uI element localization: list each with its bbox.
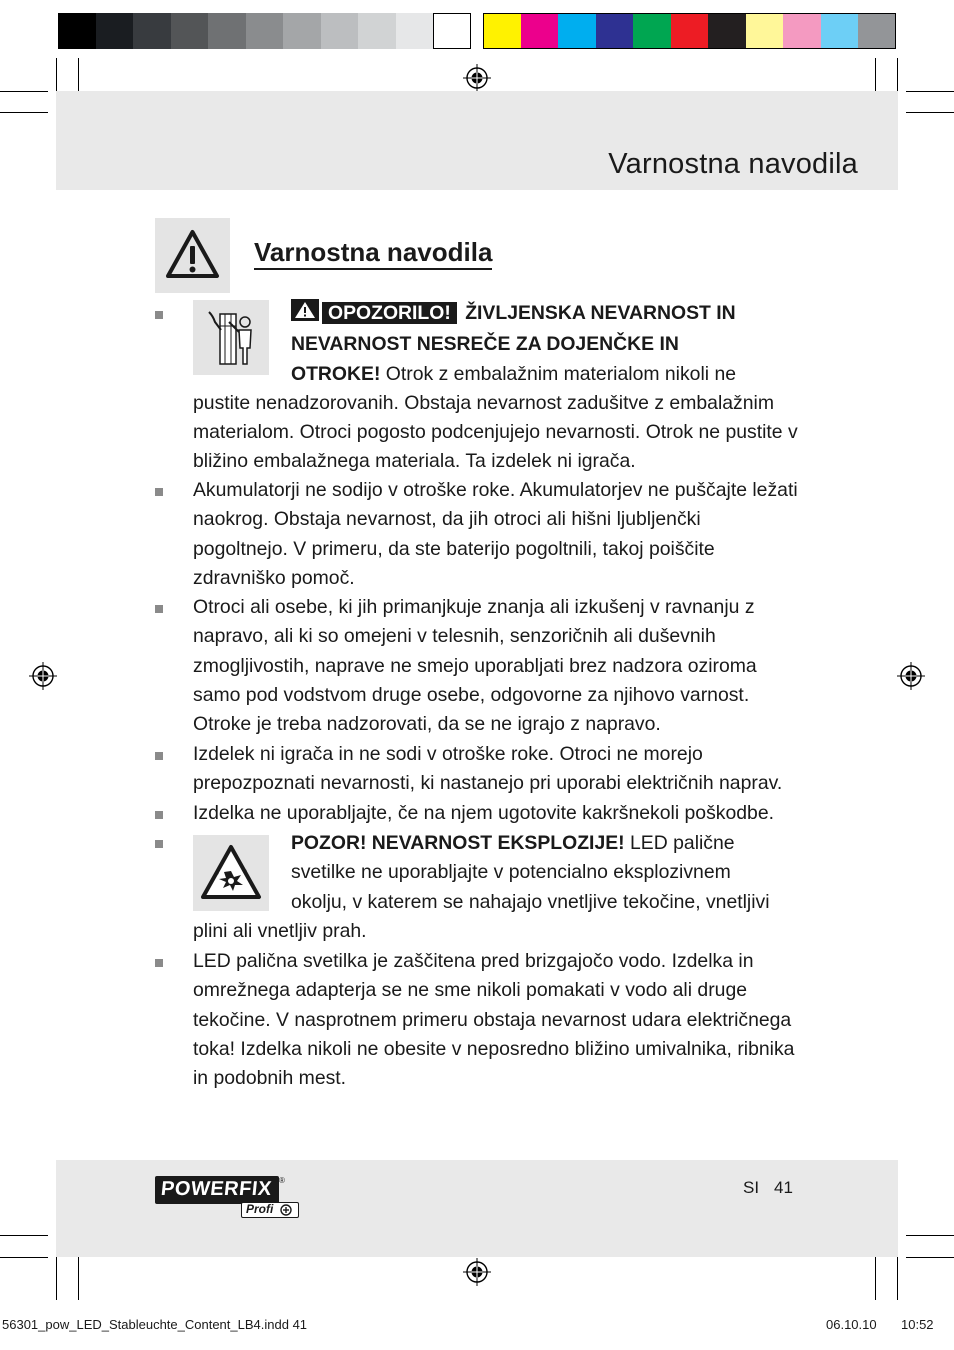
crop-mark: [906, 1235, 954, 1236]
logo-subtext: Profi: [246, 1202, 274, 1216]
gray-swatch: [133, 13, 171, 49]
slug-time: 10:52: [901, 1317, 934, 1332]
warning-lead: ŽIVLJENSKA NEVARNOST IN: [465, 302, 736, 324]
gray-swatch: [171, 13, 209, 49]
crop-mark: [0, 91, 48, 92]
item-text: LED palične: [624, 832, 735, 854]
powerfix-logo: POWERFIX ® Profi: [155, 1176, 299, 1220]
item-text: Otrok z embalažnim materialom nikoli ne: [380, 362, 737, 385]
section-icon-box: [155, 218, 230, 293]
warning-lead: OTROKE!: [291, 362, 381, 385]
crop-mark: [897, 1256, 898, 1300]
gray-swatch: [396, 13, 434, 49]
list-item: Izdelka ne uporabljajte, če na njem ugotovite kakršnekoli poškodbe.: [193, 802, 774, 824]
gray-swatch: [433, 13, 471, 49]
list-item: Izdelek ni igrača in ne sodi v otroške roke. Otroci ne morejo prepozpoznati nevarnosti, ki nastanejo pri uporabi električnih naprav.: [193, 743, 783, 795]
bullet: [155, 840, 163, 848]
bullet: [155, 752, 163, 760]
list-item: Otroci ali osebe, ki jih primanjkuje znanja ali izkušenj v ravnanju z napravo, ali ki so omejeni v telesnih, senzoričnih ali duševnih zmogljivostih, naprave ne smejo uporabljati brez nadzora oziroma samo pod vodstvom druge osebe, odgovorne za njihovo varnost. Otroke je treba nadzorovati, da se ne igrajo z napravo.: [193, 596, 757, 736]
slug-date: 06.10.10: [826, 1317, 877, 1332]
gray-swatch: [321, 13, 359, 49]
crop-mark: [906, 1257, 954, 1258]
registration-mark-icon: [463, 1258, 491, 1286]
bullet: [155, 811, 163, 819]
warning-lead: POZOR! NEVARNOST EKSPLOZIJE!: [291, 832, 625, 854]
list-item: Akumulatorji ne sodijo v otroške roke. Akumulatorjev ne puščajte ležati naokrog. Obstaja nevarnost, da jih otroci ali hišni ljubljenčki pogoltnejo. V primeru, da ste baterijo pogoltnili, takoj poiščite zdravniško pomoč.: [193, 479, 798, 589]
plus-circle-icon: [279, 1204, 293, 1218]
item-text: pustite nenadzorovanih. Obstaja nevarnost zadušitve z embalažnim materialom. Otroci pogosto podcenjujejo nevarnosti. Otrok ne pustite v bližino embalažnega materiala. Ta izdelek ni igrača.: [193, 391, 798, 473]
crop-mark: [875, 1256, 876, 1300]
warning-label: OPOZORILO!: [322, 302, 457, 324]
registration-mark-icon: [897, 662, 925, 690]
item-text: plini ali vnetljiv prah.: [193, 919, 367, 942]
list-item: [193, 829, 799, 946]
registration-mark-icon: [463, 64, 491, 92]
crop-mark: [78, 1256, 79, 1300]
crop-mark: [906, 91, 954, 92]
process-bar-frame: [483, 13, 896, 49]
crop-mark: [0, 1235, 48, 1236]
list-item: [193, 299, 799, 477]
crop-mark: [0, 1257, 48, 1258]
gray-swatch: [58, 13, 96, 49]
page-header-title: Varnostna navodila: [608, 148, 858, 180]
bullet: [155, 959, 163, 967]
logo-text: POWERFIX: [159, 1178, 273, 1200]
item-text: okolju, v katerem se nahajajo vnetljive tekočine, vnetljivi: [291, 890, 770, 913]
warning-triangle-icon: [155, 218, 230, 293]
section-title: Varnostna navodila: [254, 236, 492, 270]
gray-swatch: [246, 13, 284, 49]
warning-small-icon: [291, 299, 319, 330]
gray-swatch: [96, 13, 134, 49]
gray-swatch: [208, 13, 246, 49]
item-text: svetilke ne uporabljajte v potencialno eksplozivnem: [291, 861, 731, 884]
crop-mark: [906, 112, 954, 113]
slug-filename: 56301_pow_LED_Stableuchte_Content_LB4.indd 41: [2, 1317, 308, 1332]
crop-mark: [56, 1256, 57, 1300]
registration-mark-icon: [29, 662, 57, 690]
crop-mark: [0, 112, 48, 113]
list-item: LED palična svetilka je zaščitena pred brizgajočo vodo. Izdelka in omrežnega adapterja se ne sme nikoli pomakati v vodo ali druge tekočine. V nasprotnem primeru obstaja nevarnost udara električnega toka! Izdelka nikoli ne obesite v neposredno bližino umivalnika, ribnika in podobnih mest.: [193, 950, 795, 1090]
bullet: [155, 311, 163, 319]
language-code: SI: [743, 1178, 760, 1197]
gray-swatch: [283, 13, 321, 49]
page-number: 41: [774, 1178, 793, 1197]
bullet: [155, 605, 163, 613]
gray-swatch: [358, 13, 396, 49]
warning-lead: NEVARNOST NESREČE ZA DOJENČKE IN: [291, 333, 679, 356]
bullet: [155, 488, 163, 496]
